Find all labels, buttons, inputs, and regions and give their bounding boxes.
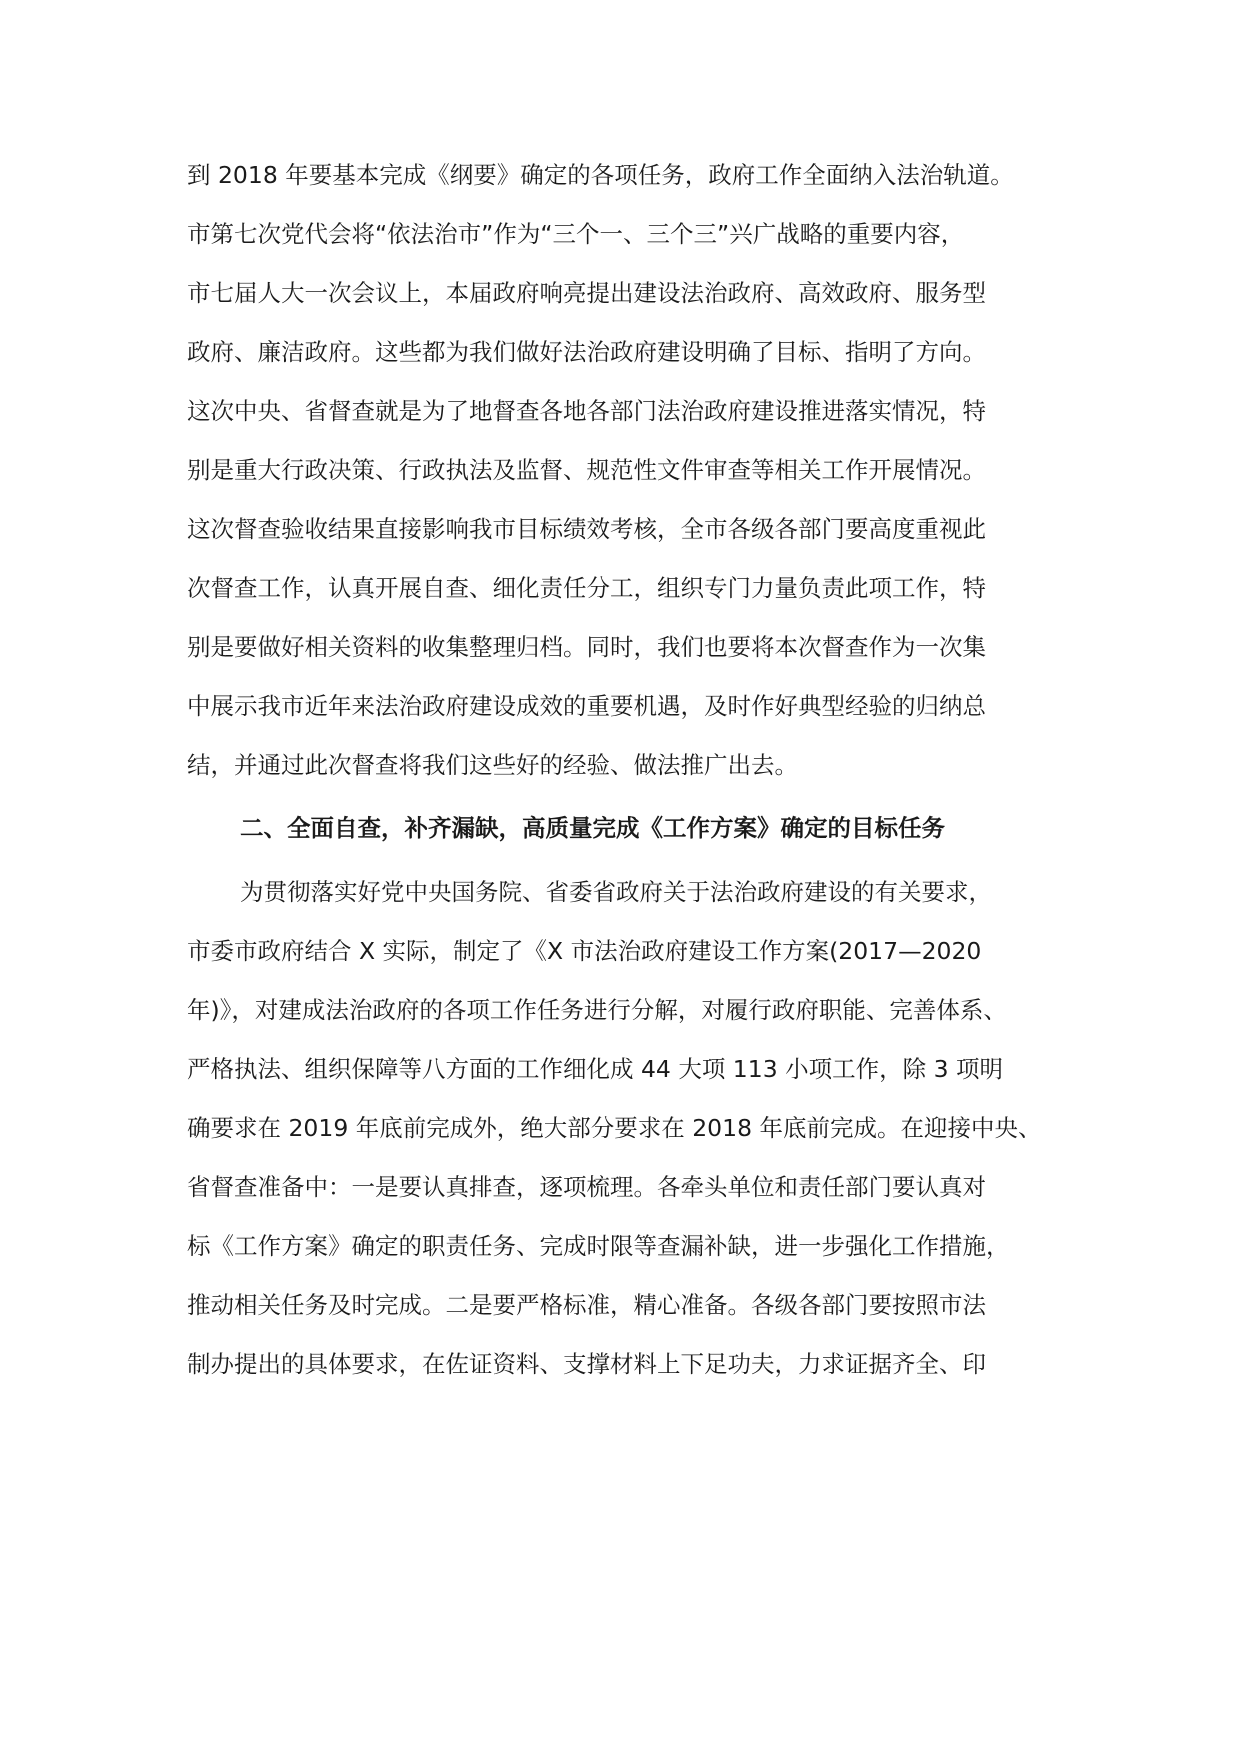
paragraph-1-line-9: 别是要做好相关资料的收集整理归档。同时，我们也要将本次督查作为一次集 [187,633,986,661]
paragraph-2-line-5: 确要求在 2019 年底前完成外，绝大部分要求在 2018 年底前完成。在迎接中央、 [187,1114,1042,1142]
paragraph-1-line-1: 到 2018 年要基本完成《纲要》确定的各项任务，政府工作全面纳入法治轨道。 [187,161,1014,189]
paragraph-1-line-7: 这次督查验收结果直接影响我市目标绩效考核，全市各级各部门要高度重视此 [187,515,986,543]
paragraph-2-line-2: 市委市政府结合 X 实际，制定了《X 市法治政府建设工作方案(2017—2020 [187,937,982,965]
paragraph-1-line-4: 政府、廉洁政府。这些都为我们做好法治政府建设明确了目标、指明了方向。 [187,338,986,366]
paragraph-2-line-7: 标《工作方案》确定的职责任务、完成时限等查漏补缺，进一步强化工作措施， [187,1232,1010,1260]
paragraph-2-line-8: 推动相关任务及时完成。二是要严格标准，精心准备。各级各部门要按照市法 [187,1291,986,1319]
paragraph-2-line-6: 省督查准备中：一是要认真排查，逐项梳理。各牵头单位和责任部门要认真对 [187,1173,986,1201]
paragraph-2-line-3: 年)》，对建成法治政府的各项工作任务进行分解，对履行政府职能、完善体系、 [187,996,1007,1024]
paragraph-2-line-4: 严格执法、组织保障等八方面的工作细化成 44 大项 113 小项工作，除 3 项明 [187,1055,1004,1083]
paragraph-1-line-6: 别是重大行政决策、行政执法及监督、规范性文件审查等相关工作开展情况。 [187,456,986,484]
paragraph-1-line-2: 市第七次党代会将“依法治市”作为“三个一、三个三”兴广战略的重要内容， [187,220,965,248]
paragraph-1-line-11: 结，并通过此次督查将我们这些好的经验、做法推广出去。 [187,751,798,779]
paragraph-1-line-10: 中展示我市近年来法治政府建设成效的重要机遇，及时作好典型经验的归纳总 [187,692,986,720]
paragraph-1-line-3: 市七届人大一次会议上，本届政府响亮提出建设法治政府、高效政府、服务型 [187,279,986,307]
paragraph-1-line-5: 这次中央、省督查就是为了地督查各地各部门法治政府建设推进落实情况，特 [187,397,986,425]
paragraph-2-line-9: 制办提出的具体要求，在佐证资料、支撑材料上下足功夫，力求证据齐全、印 [187,1350,986,1378]
paragraph-1-line-8: 次督查工作，认真开展自查、细化责任分工，组织专门力量负责此项工作，特 [187,574,986,602]
section-heading: 二、全面自查，补齐漏缺，高质量完成《工作方案》确定的目标任务 [240,814,945,842]
paragraph-2-line-1: 为贯彻落实好党中央国务院、省委省政府关于法治政府建设的有关要求， [240,878,992,906]
